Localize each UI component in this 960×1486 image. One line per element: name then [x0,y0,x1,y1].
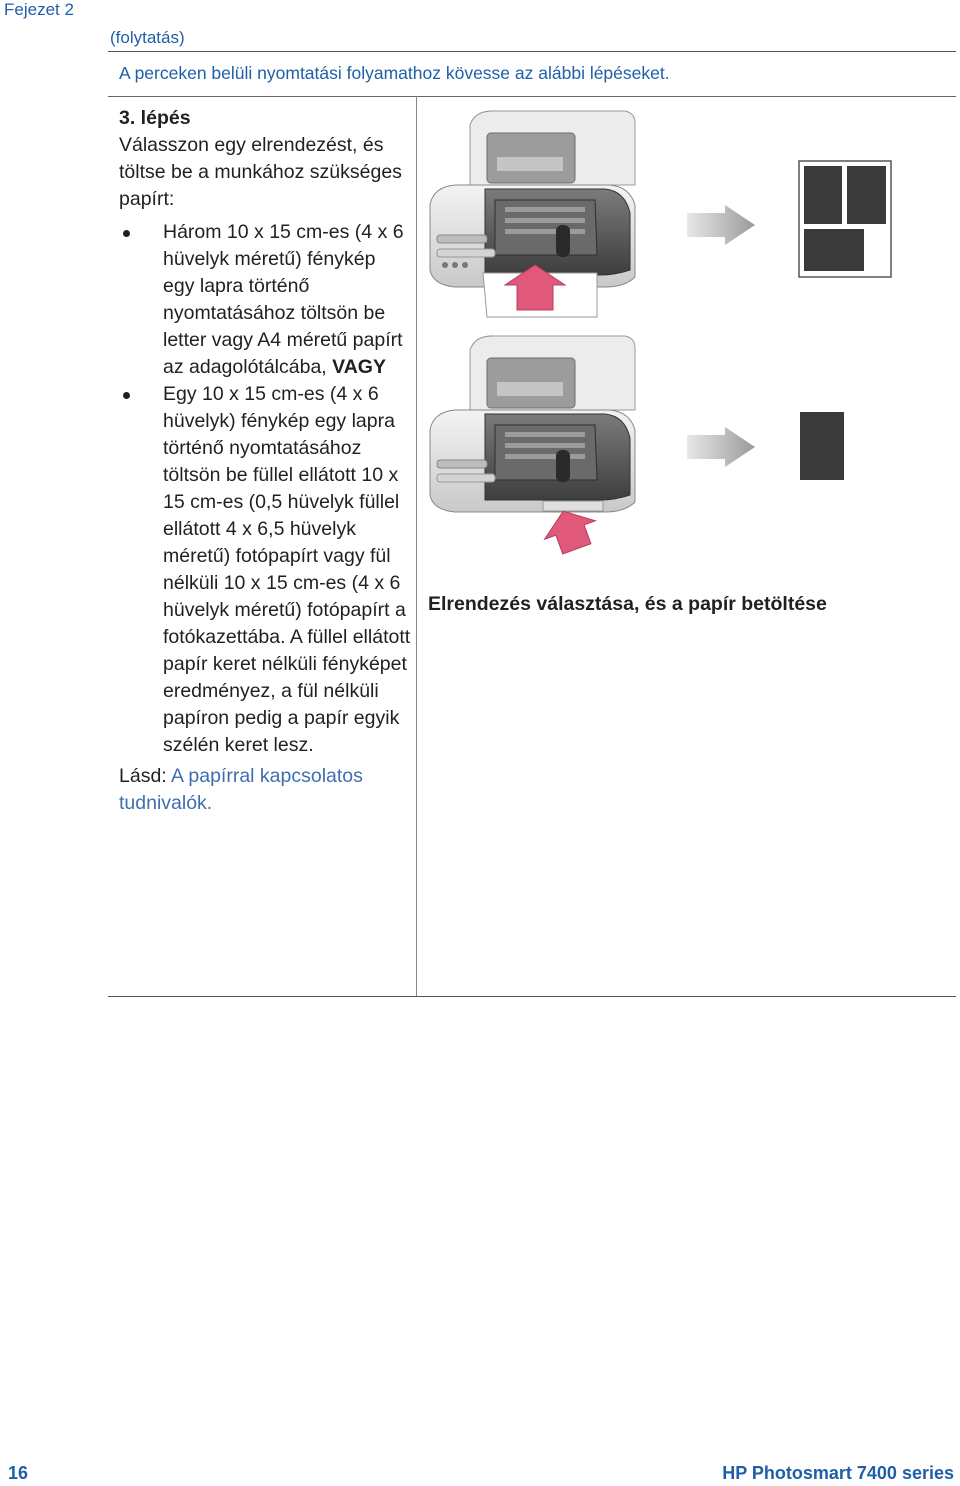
see-label: Lásd: [119,765,172,787]
intro-text: A perceken belüli nyomtatási folyamathoz kövesse az alábbi lépéseket. [119,63,670,83]
printer-bottom [430,336,635,512]
bullet-icon [123,392,130,399]
step-column [119,105,411,817]
paper-options-list [119,219,411,759]
chapter-label: Fejezet 2 [4,0,74,19]
or-label: VAGY [332,356,386,378]
page-number: 16 [8,1463,29,1483]
table-bottom-rule [108,996,956,997]
product-name: HP Photosmart 7400 series [722,1463,954,1483]
continued-label: (folytatás) [110,28,185,47]
step-text: Válasszon egy elrendezést, és töltse be a munkához szükséges papírt: [119,134,402,210]
column-divider [416,96,417,996]
three-photo-layout [799,161,891,277]
see-also [119,763,411,817]
illustration-caption: Elrendezés választása, és a papír betöltése [428,593,827,615]
bullet-icon [123,230,130,237]
top-rule [108,51,956,52]
step-title: 3. lépés [119,107,191,129]
arrow-right-icon [687,427,755,467]
list-item [119,219,411,381]
table-top-rule [108,96,956,97]
printer-illustration [425,105,945,555]
single-photo-layout [800,412,844,480]
bullet-text: Egy 10 x 15 cm-es (4 x 6 hüvelyk) fénykép egy lapra történő nyomtatásához töltsön be füllel ellátott 10 x 15 cm-es (0,5 hüvelyk füllel ellátott 4 x 6,5 hüvelyk méretű) fotópapírt vagy fül nélküli 10 x 15 cm-es (4 x 6 hüvelyk méretű) fotópapírt a fotókazettába. A füllel ellátott papír keret nélküli fényképet eredményez, a fül nélküli papíron pedig a papír egyik szélén keret lesz. [163,383,411,756]
arrow-right-icon [687,205,755,245]
bullet-text: Három 10 x 15 cm-es (4 x 6 hüvelyk méretű) fénykép egy lapra történő nyomtatásához töltsön be letter vagy A4 méretű papírt az adagolótálcába, [163,221,404,378]
printer-top [430,111,635,287]
paper-info-link[interactable]: A papírral kapcsolatos tudnivalók. [119,765,363,814]
list-item [119,381,411,759]
